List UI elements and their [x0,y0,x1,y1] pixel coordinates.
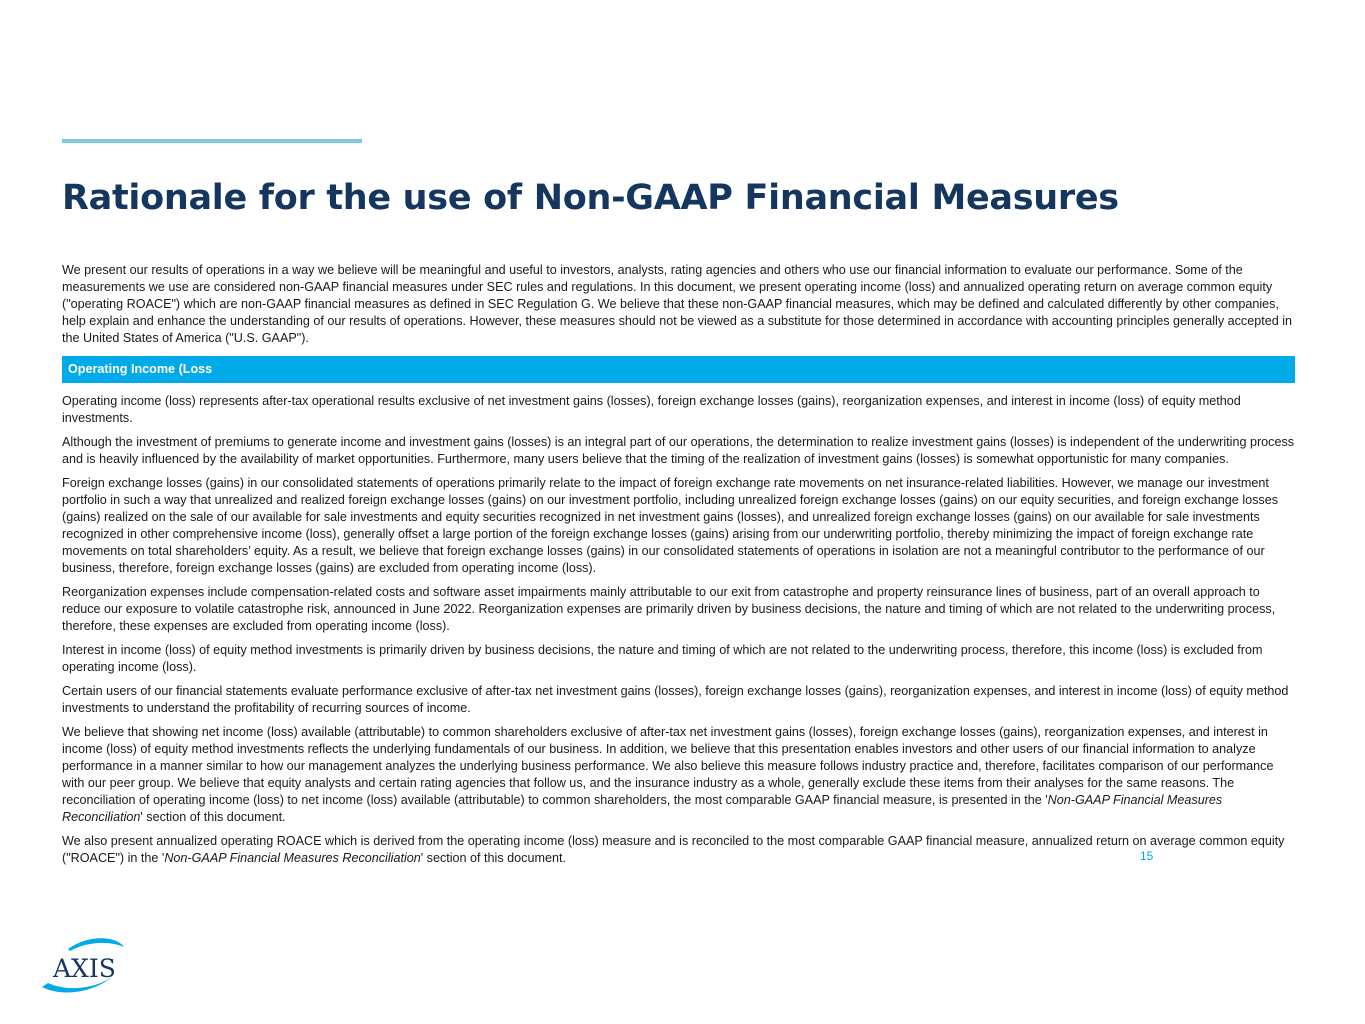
paragraph-fundamentals-end: ' section of this document. [140,810,286,824]
page-number: 15 [1140,849,1154,863]
paragraph-roace-end: ' section of this document. [420,851,566,865]
paragraph-roace-text: We also present annualized operating ROACE which is derived from the operating income (loss) measure and is reconciled to the most comparable GAAP financial measure, annualized return on average common equity ("ROACE") in the ' [62,834,1285,865]
paragraph-roace [62,833,1298,867]
body-text [62,393,1298,874]
paragraph-operating-income: Operating income (loss) represents after-tax operational results exclusive of net investment gains (losses), foreign exchange losses (gains), reorganization expenses, and interest in income (loss) of equity method investments. [62,394,1241,425]
paragraph-fundamentals [62,724,1298,826]
axis-logo [40,935,126,993]
top-accent-rule [62,139,362,143]
paragraph-foreign-exchange: Foreign exchange losses (gains) in our consolidated statements of operations primarily relate to the impact of foreign exchange rate movements on net insurance-related liabilities. However, we manage our investment portfolio in such a way that unrealized and realized foreign exchange losses (gains) on our investment portfolio, including unrealized foreign exchange losses (gains) on our equity securities, and foreign exchange losses (gains) realized on the sale of our available for sale investments and equity securities recognized in net investment gains (losses), and unrealized foreign exchange losses (gains) on our available for sale investments recognized in other comprehensive income (loss), generally offset a large portion of the foreign exchange losses (gains) arising from our underwriting portfolio, thereby minimizing the impact of foreign exchange rate movements on total shareholders’ equity. As a result, we believe that foreign exchange losses (gains) in our consolidated statements of operations in isolation are not a meaningful contributor to the performance of our business, therefore, foreign exchange losses (gains) are excluded from operating income (loss). [62,476,1279,575]
slide-title: Rationale for the use of Non-GAAP Financial Measures [62,178,1119,218]
section-heading-bar: Operating Income (Loss [62,356,1295,383]
paragraph-certain-users: Certain users of our financial statements evaluate performance exclusive of after-tax net investment gains (losses), foreign exchange losses (gains), reorganization expenses, and interest in income (loss) of equity method investments to understand the profitability of recurring sources of income. [62,684,1289,715]
logo-text: AXIS [53,954,116,983]
intro-paragraph: We present our results of operations in a way we believe will be meaningful and useful to investors, analysts, rating agencies and others who use our financial information to evaluate our performance. Some of the measurements we use are considered non-GAAP financial measures under SEC rules and regulations. In this document, we present operating income (loss) and annualized operating return on average common equity ("operating ROACE") which are non-GAAP financial measures as defined in SEC Regulation G. We believe that these non-GAAP financial measures, which may be defined and calculated differently by other companies, help explain and enhance the understanding of our results of operations. However, these measures should not be viewed as a substitute for those determined in accordance with accounting principles generally accepted in the United States of America ("U.S. GAAP"). [62,263,1293,345]
paragraph-reorganization: Reorganization expenses include compensation-related costs and software asset impairments mainly attributable to our exit from catastrophe and property reinsurance lines of business, part of an overall approach to reduce our exposure to volatile catastrophe risk, announced in June 2022. Reorganization expenses are primarily driven by business decisions, the nature and timing of which are not related to the underwriting process, therefore, these expenses are excluded from operating income (loss). [62,585,1276,633]
paragraph-investment-gains: Although the investment of premiums to generate income and investment gains (losses) is an integral part of our operations, the determination to realize investment gains (losses) is independent of the underwriting process and is heavily influenced by the availability of market opportunities. Furthermore, many users believe that the timing of the realization of investment gains (losses) is somewhat opportunistic for many companies. [62,435,1295,466]
reconciliation-reference: Non-GAAP Financial Measures Reconciliation [62,793,1223,824]
reconciliation-reference-2: Non-GAAP Financial Measures Reconciliation [164,851,421,865]
paragraph-fundamentals-text: We believe that showing net income (loss) available (attributable) to common shareholders exclusive of after-tax net investment gains (losses), foreign exchange losses (gains), reorganization expenses, and interest in income (loss) of equity method investments reflects the underlying fundamentals of our business. In addition, we believe that this presentation enables investors and other users of our financial information to analyze performance in a manner similar to how our management analyzes the underlying business performance. We also believe this measure follows industry practice and, therefore, facilitates comparison of our performance with our peer group. We believe that equity analysts and certain rating agencies that follow us, and the insurance industry as a whole, generally exclude these items from their analyses for the same reasons. The reconciliation of operating income (loss) to net income (loss) available (attributable) to common shareholders, the most comparable GAAP financial measure, is presented in the ' [62,725,1274,807]
paragraph-equity-method: Interest in income (loss) of equity method investments is primarily driven by business decisions, the nature and timing of which are not related to the underwriting process, therefore, this income (loss) is excluded from operating income (loss). [62,643,1263,674]
